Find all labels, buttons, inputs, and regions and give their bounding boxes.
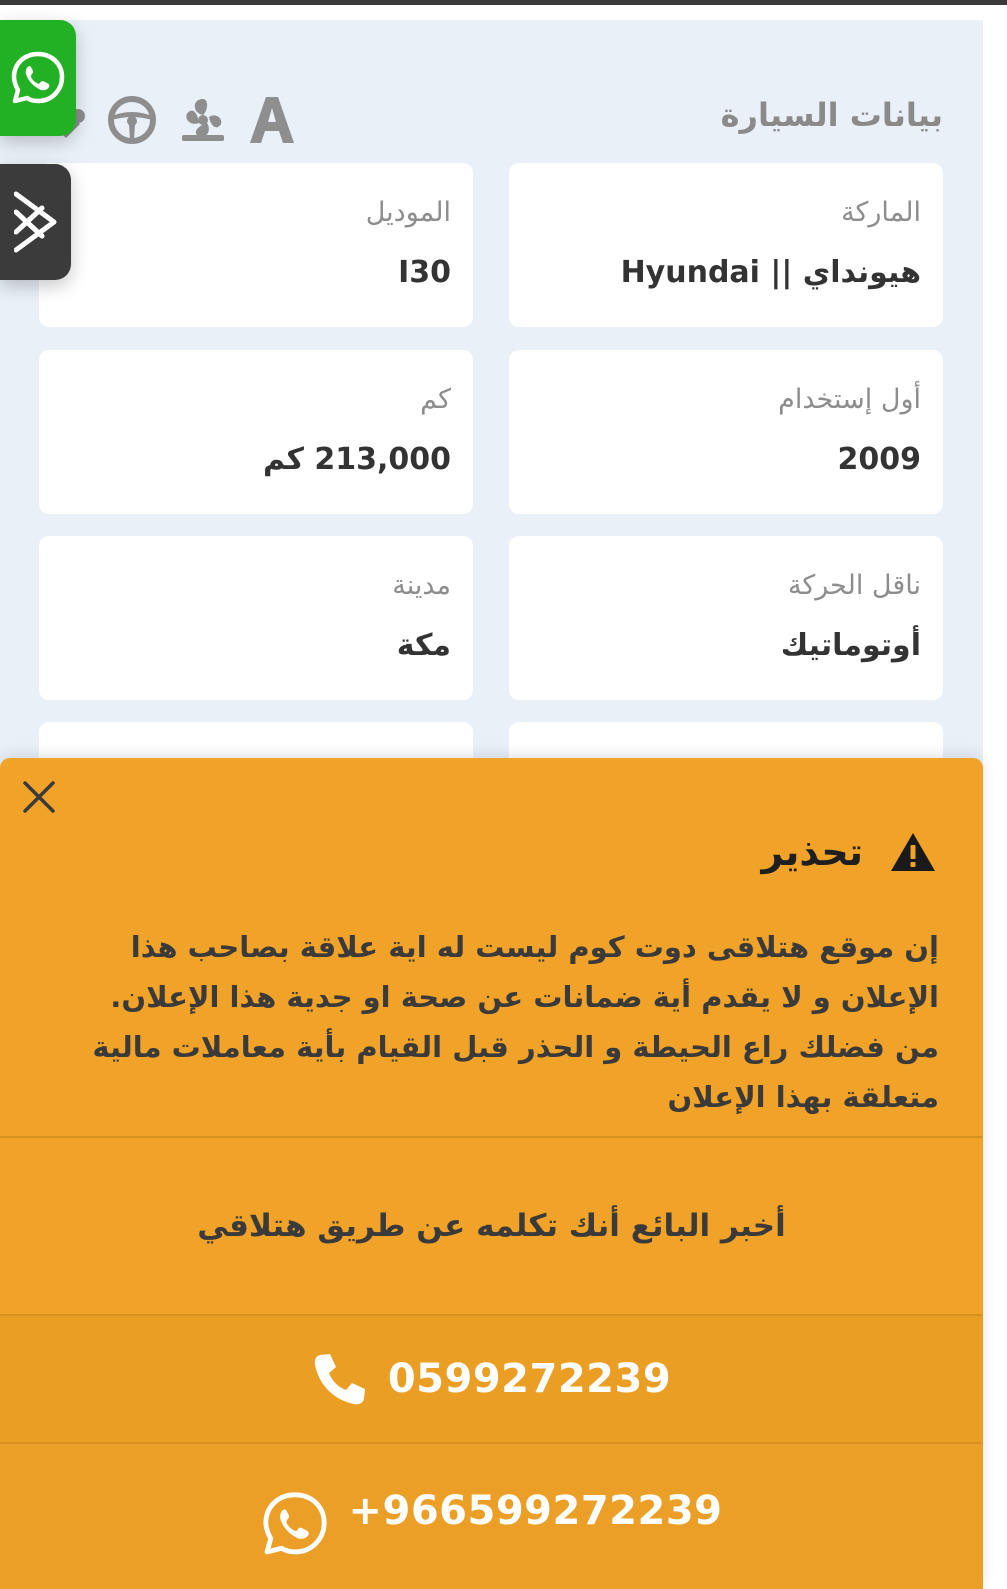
spec-value: 2009 xyxy=(837,442,921,477)
whatsapp-icon xyxy=(10,50,66,106)
spec-label: الماركة xyxy=(841,197,921,228)
spec-card-city xyxy=(39,536,473,700)
steering-wheel-icon xyxy=(106,94,158,146)
spec-value: I30 xyxy=(398,255,451,290)
top-strip xyxy=(0,0,1007,5)
spec-label: الموديل xyxy=(365,197,451,228)
share-icon xyxy=(14,190,58,254)
floating-whatsapp-button[interactable] xyxy=(0,20,76,136)
spec-card-transmission xyxy=(509,536,943,700)
section-title: بيانات السيارة xyxy=(720,96,943,134)
spec-card-mileage xyxy=(39,350,473,514)
whatsapp-number: +966599272239 xyxy=(348,1487,723,1534)
close-icon xyxy=(22,780,56,814)
automatic-transmission-icon xyxy=(250,95,294,145)
spec-label: أول إستخدام xyxy=(778,384,921,415)
spec-value: أوتوماتيك xyxy=(780,628,921,663)
close-button[interactable] xyxy=(18,776,60,818)
spec-label: مدينة xyxy=(392,570,451,601)
phone-number: 0599272239 xyxy=(387,1356,672,1402)
warning-header xyxy=(761,830,937,874)
call-seller-button[interactable] xyxy=(0,1316,983,1442)
warning-text: إن موقع هتلاقى دوت كوم ليست له اية علاقة بصاحب هذا الإعلان و لا يقدم أية ضمانات عن صحة او جدية هذا الإعلان. من فضلك راع الحيطة و الحذر قبل القيام بأية معاملات مالية متعلقة بهذا الإعلان xyxy=(92,930,939,1114)
warning-triangle-icon xyxy=(889,831,937,873)
warning-title: تحذير xyxy=(761,830,863,874)
spec-label: ناقل الحركة xyxy=(787,570,921,601)
whatsapp-seller-button[interactable] xyxy=(0,1444,983,1589)
spec-card-first-use xyxy=(509,350,943,514)
tell-seller-text: أخبر البائع أنك تكلمه عن طريق هتلاقي xyxy=(197,1208,786,1244)
spec-card-model xyxy=(39,163,473,327)
spec-icons xyxy=(60,90,294,150)
spec-value: هيونداي || Hyundai xyxy=(620,255,921,290)
spec-label: كم xyxy=(420,384,451,415)
spec-value: 213,000 كم xyxy=(262,442,451,477)
phone-icon xyxy=(312,1351,368,1407)
spec-value: مكة xyxy=(396,628,451,663)
warning-panel xyxy=(0,758,983,1589)
spec-card-make xyxy=(509,163,943,327)
floating-share-button[interactable] xyxy=(0,164,71,280)
whatsapp-icon xyxy=(261,1490,329,1558)
engine-fan-icon xyxy=(178,95,228,145)
